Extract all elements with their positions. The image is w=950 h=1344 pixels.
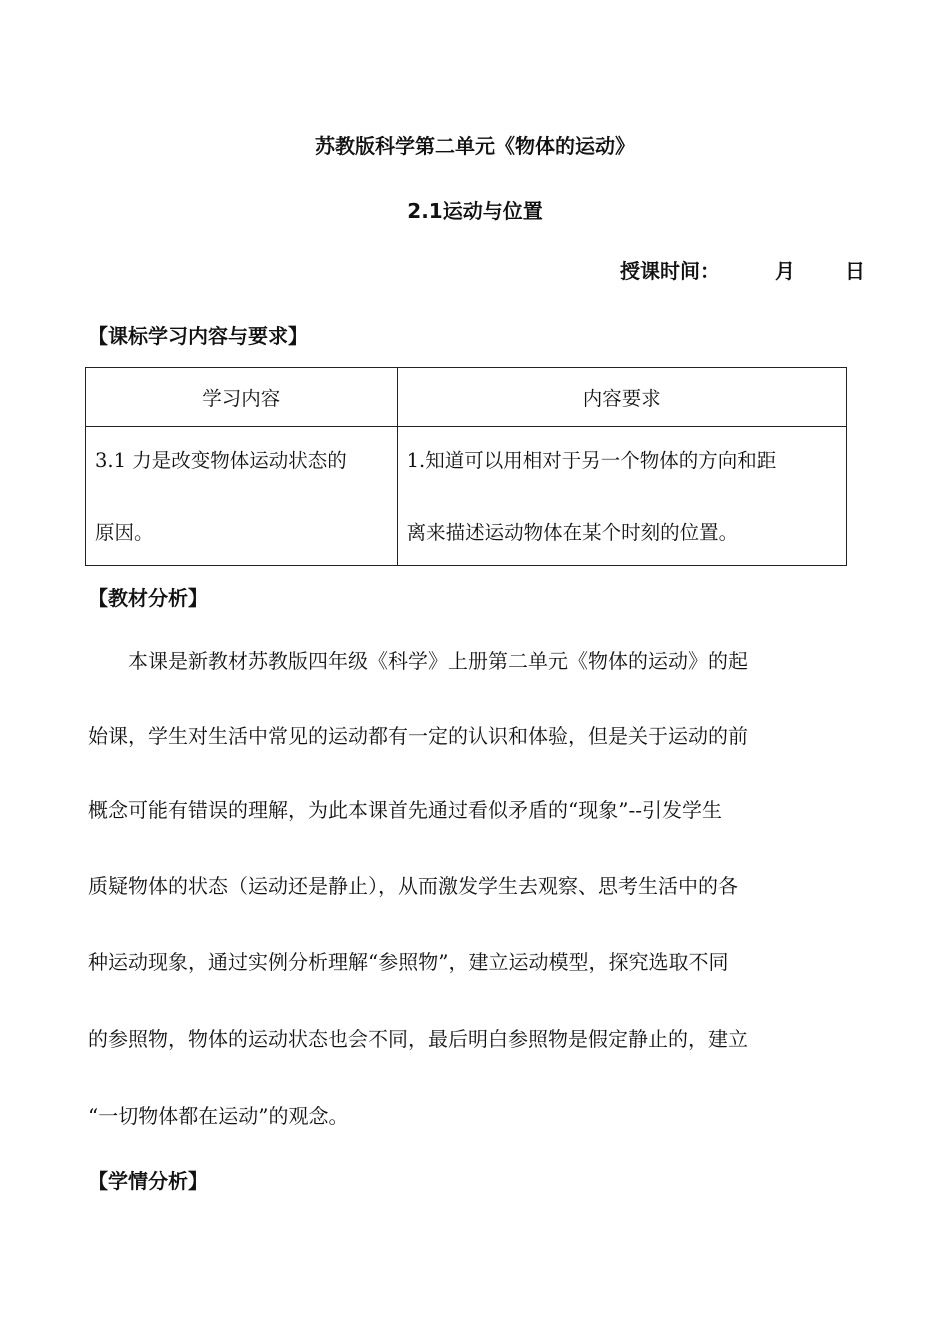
content-line-2: 原因。 <box>95 521 154 544</box>
paragraph-line: 概念可能有错误的理解，为此本课首先通过看似矛盾的“现象”--引发学生 <box>88 798 722 822</box>
table-cell-content <box>86 427 398 566</box>
table-header-row <box>86 368 847 427</box>
paragraph-line: 本课是新教材苏教版四年级《科学》上册第二单元《物体的运动》的起 <box>88 649 748 673</box>
requirement-line-2: 离来描述运动物体在某个时刻的位置。 <box>406 521 739 544</box>
lesson-title: 2.1运动与位置 <box>407 199 543 223</box>
date-day: 日 <box>845 259 865 283</box>
paragraph-line: “一切物体都在运动”的观念。 <box>88 1104 349 1128</box>
date-month: 月 <box>775 259 795 283</box>
paragraph-line: 始课，学生对生活中常见的运动都有一定的认识和体验，但是关于运动的前 <box>88 724 748 748</box>
section-students-heading: 【学情分析】 <box>88 1169 208 1193</box>
standards-table <box>85 367 847 566</box>
paragraph-line: 种运动现象，通过实例分析理解“参照物”，建立运动模型，探究选取不同 <box>88 950 729 974</box>
paragraph-line: 质疑物体的状态（运动还是静止），从而激发学生去观察、思考生活中的各 <box>88 874 738 898</box>
table-row <box>86 427 847 566</box>
content-line-1: 3.1 力是改变物体运动状态的 <box>95 449 347 472</box>
document-title: 苏教版科学第二单元《物体的运动》 <box>315 134 635 158</box>
table-header-content: 学习内容 <box>86 368 398 427</box>
table-header-requirement: 内容要求 <box>397 368 846 427</box>
section-textbook-heading: 【教材分析】 <box>88 586 208 610</box>
requirement-line-1: 1.知道可以用相对于另一个物体的方向和距 <box>406 449 777 472</box>
date-label: 授课时间： <box>620 259 720 283</box>
paragraph-line: 的参照物，物体的运动状态也会不同，最后明白参照物是假定静止的，建立 <box>88 1027 748 1051</box>
section-standards-heading: 【课标学习内容与要求】 <box>88 324 308 348</box>
table-cell-requirement <box>397 427 846 566</box>
